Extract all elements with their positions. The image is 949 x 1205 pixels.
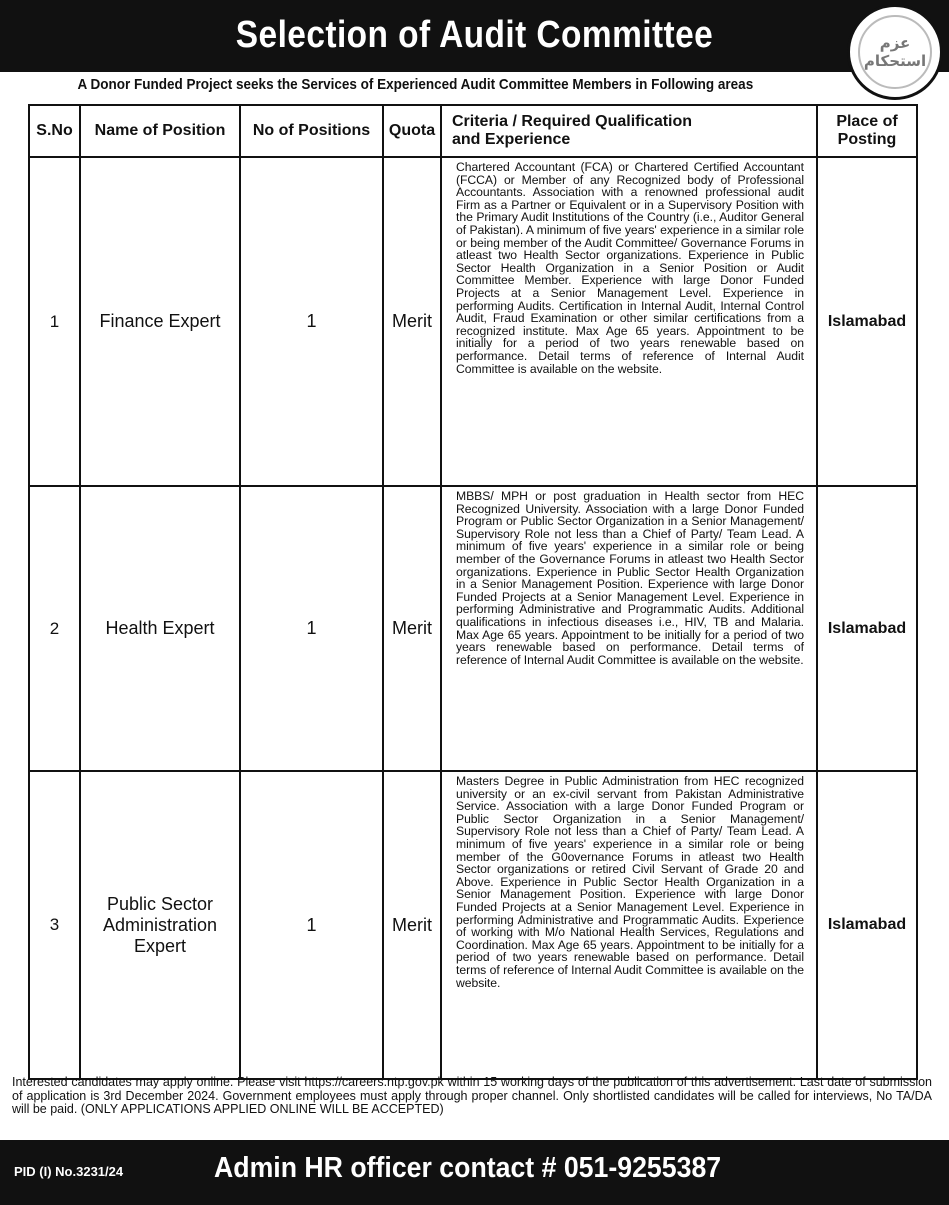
row-criteria: Chartered Accountant (FCA) or Chartered Certified Accountant (FCCA) or Member of any Recognized body of Professional Accountants. Association with a renowned professional audit Firm as a Partner or Equivalent or in a Supervisory Position with the Primary Audit Institutions of the Country (i.e., Auditor General of Pakistan). A minimum of five years' experience in a similar role or being member of the Audit Committee/ Governance Forums in atleast two Health Sector organizations. Experience in Public Sector Health Organization in a Senior Position or Audit Committee Member. Experience with large Donor Funded Projects at a Senior Management Level. Experience in performing Audits. Certification in Internal Audit, Internal Control Audit, Fraud Examination or other similar certifications from a recognized institute. Max Age 65 years. Appointment to be initially for a period of two years renewable based on performance. Detail terms of reference of Internal Audit Committee is available on the website.	[441, 157, 817, 486]
criteria-header-line2: and Experience	[452, 131, 571, 148]
row-position-name: Health Expert	[80, 486, 240, 771]
subtitle-text: A Donor Funded Project seeks the Services of Experienced Audit Committee Members in Following areas	[77, 76, 753, 93]
row-positions-count: 1	[240, 157, 383, 486]
row-criteria: Masters Degree in Public Administration from HEC recognized university or an ex-civil servant from Pakistan Administrative Service. Association with a large Donor Funded Program or Public Sector Organization in a Senior Management/ Supervisory Role not less than a Chief of Party/ Team Lead. A minimum of five years' experience in a similar role or being member of the G0overnance Forums in atleast two Health Sector organizations or retired Civil Servant of Grade 20 and Above. Experience in Public Sector Health Organization in a Senior Management Position. Experience with large Donor Funded Projects at a Senior Management Level. Experience in performing Administrative and Programmatic Audits. Experience of working with M/o National Health Services, Regulations and Coordination. Max Age 65 years. Appointment to be initially for a period of two years renewable based on performance. Detail terms of reference of Internal Audit Committee is available on the website.	[441, 771, 817, 1079]
row-sno: 1	[29, 157, 80, 486]
row-posting: Islamabad	[817, 486, 917, 771]
bottom-banner	[0, 1140, 949, 1205]
posting-header-line1: Place of	[836, 113, 898, 130]
positions-table	[28, 104, 918, 1080]
row-sno: 2	[29, 486, 80, 771]
logo-text-top: عزم	[879, 34, 911, 52]
row-criteria: MBBS/ MPH or post graduation in Health sector from HEC Recognized University. Association with a large Donor Funded Program or Public Sector Organization in a Senior Management/ Supervisory Role not less than a Chief of Party/ Team Lead. A minimum of five years' experience in a similar role or being member of the Governance Forums in atleast two Health Sector organizations. Experience in Public Sector Health Organization in a Senior Management Position. Experience with large Donor Funded Projects at a Senior Management Level. Experience in performing Administrative and Programmatic Audits. Additional qualifications in infectious diseases i.e., HIV, TB and Malaria. Max Age 65 years. Appointment to be initially for a period of two years renewable based on performance. Detail terms of reference of Internal Audit Committee is available on the website.	[441, 486, 817, 771]
row-posting: Islamabad	[817, 771, 917, 1079]
application-instructions: Interested candidates may apply online. Please visit https://careers.ntp.gov.pk within 15 working days of the publication of this advertisement. Last date of submission of application is 3rd December 2024. Government employees must apply through proper channel. Only shortlisted candidates will be called for interviews, No TA/DA will be paid. (ONLY APPLICATIONS APPLIED ONLINE WILL BE ACCEPTED)	[12, 1075, 932, 1116]
row-position-name	[80, 771, 240, 1079]
table-row	[29, 771, 917, 1079]
logo-text-bottom: استحکام	[863, 52, 927, 70]
row-quota: Merit	[383, 486, 441, 771]
position-name-line3: Expert	[133, 935, 187, 956]
logo-emblem	[858, 15, 932, 89]
column-header-posting	[817, 105, 917, 157]
column-header-positions: No of Positions	[240, 105, 383, 157]
contact-info: Admin HR officer contact # 051-9255387	[214, 1152, 722, 1184]
campaign-logo	[847, 4, 943, 100]
row-positions-count: 1	[240, 771, 383, 1079]
header-banner	[0, 0, 949, 72]
row-quota: Merit	[383, 771, 441, 1079]
column-header-criteria	[441, 105, 817, 157]
row-posting: Islamabad	[817, 157, 917, 486]
row-sno: 3	[29, 771, 80, 1079]
row-quota: Merit	[383, 157, 441, 486]
criteria-header-line1: Criteria / Required Qualification	[452, 113, 693, 130]
column-header-name: Name of Position	[80, 105, 240, 157]
pid-number: PID (I) No.3231/24	[14, 1164, 124, 1179]
subtitle	[0, 76, 830, 93]
position-name-line2: Administration	[102, 914, 218, 935]
page-title: Selection of Audit Committee	[235, 14, 714, 56]
position-name-line1: Public Sector	[106, 893, 214, 914]
row-positions-count: 1	[240, 486, 383, 771]
column-header-quota: Quota	[383, 105, 441, 157]
posting-header-line2: Posting	[837, 131, 897, 148]
table-row	[29, 486, 917, 771]
column-header-sno: S.No	[29, 105, 80, 157]
row-position-name: Finance Expert	[80, 157, 240, 486]
table-header-row	[29, 105, 917, 157]
table-row	[29, 157, 917, 486]
